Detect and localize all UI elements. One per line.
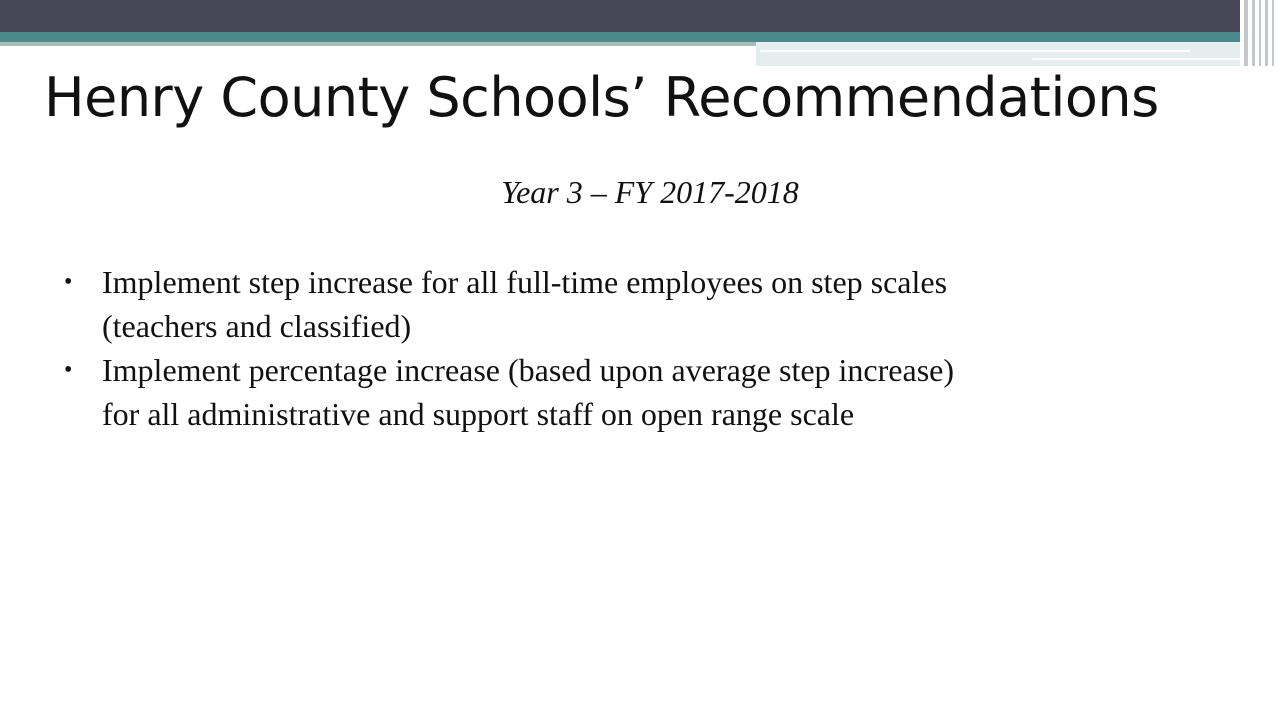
header-band-grey: [0, 42, 756, 46]
bullet-item: [64, 348, 1244, 436]
header-band-teal: [0, 32, 1240, 42]
bullet-text-line: (teachers and classified): [102, 308, 412, 344]
bullet-text-line: Implement step increase for all full-time employees on step scales: [102, 264, 948, 300]
bullet-list: [64, 260, 1244, 436]
bullet-text-line: Implement percentage increase (based upon average step increase): [102, 352, 954, 388]
slide-subtitle: Year 3 – FY 2017-2018: [501, 174, 799, 210]
header-step-line: [760, 50, 1190, 52]
bullet-item: [64, 260, 1244, 348]
bullet-text-line: for all administrative and support staff on open range scale: [102, 396, 855, 432]
bullet-icon: •: [64, 357, 73, 383]
header-band-dark: [0, 0, 1240, 32]
header-vertical-bars: [1240, 0, 1280, 66]
slide-title: Henry County Schools’ Recommendations: [44, 66, 1159, 129]
bullet-icon: •: [64, 269, 73, 295]
